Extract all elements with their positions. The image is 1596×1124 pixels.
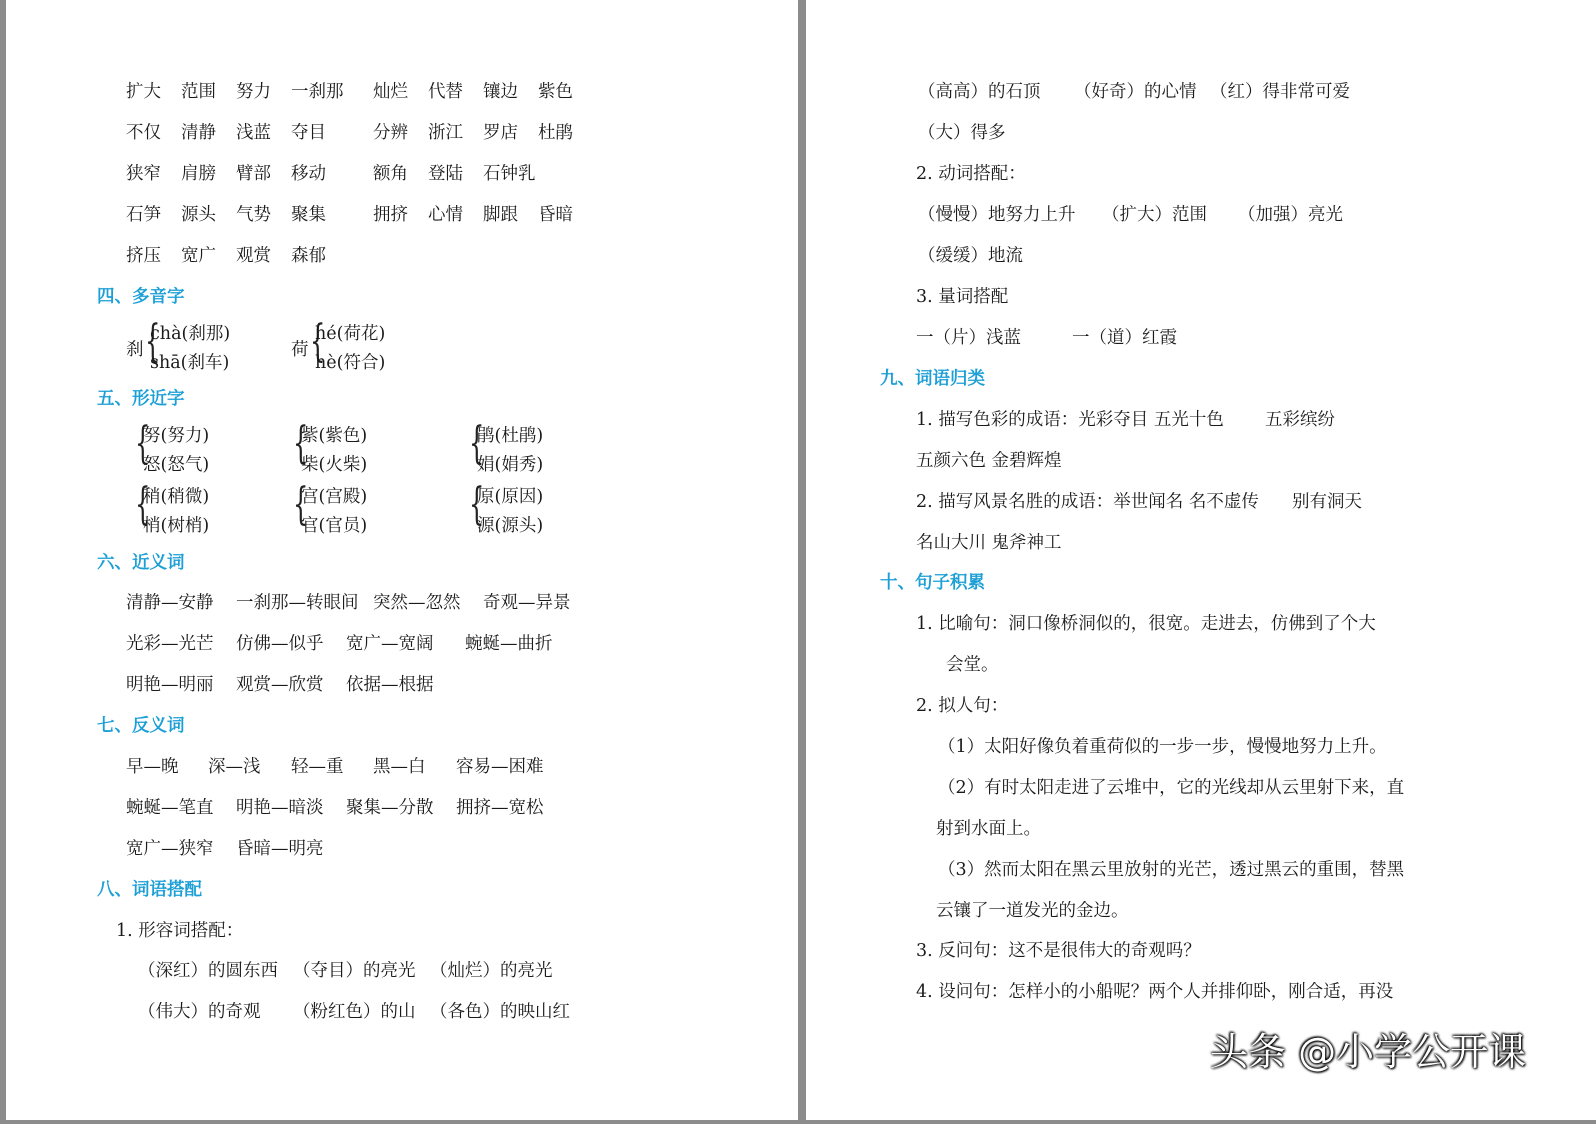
idiom-line: 五颜六色 金碧辉煌: [916, 451, 1062, 471]
similar-char: 紫(紫色): [301, 426, 368, 446]
vocab-word: 努力: [236, 82, 271, 102]
synonym-pair: 一刹那—转眼间: [236, 593, 359, 613]
right-page: [806, 0, 1596, 1120]
similar-char: 稍(稍微): [143, 487, 210, 507]
vocab-word: 石笋: [126, 205, 161, 225]
brace-icon: {: [135, 418, 151, 469]
sentence-line: 2. 拟人句：: [916, 696, 1009, 716]
section-title-word-classification: 九、词语归类: [880, 369, 985, 389]
antonym-pair: 拥挤—宽松: [456, 798, 544, 818]
collocation-phrase: （慢慢）地努力上升: [918, 205, 1076, 225]
section-title-collocations: 八、词语搭配: [97, 880, 202, 900]
antonym-pair: 轻—重: [291, 757, 344, 777]
collocation-phrase: （各色）的映山红: [430, 1002, 570, 1022]
vocab-word: 心情: [428, 205, 463, 225]
vocab-word: 不仅: [126, 123, 161, 143]
sentence-line: 1. 比喻句：洞口像桥洞似的，很宽。走进去，仿佛到了个大: [916, 614, 1376, 634]
vocab-word: 宽广: [181, 246, 216, 266]
vocab-word: 清静: [181, 123, 216, 143]
collocation-phrase: （红）得非常可爱: [1210, 82, 1350, 102]
vocab-word: 灿烂: [373, 82, 408, 102]
collocation-phrase: （粉红色）的山: [293, 1002, 416, 1022]
vocab-word: 肩膀: [181, 164, 216, 184]
synonym-pair: 依据—根据: [346, 675, 434, 695]
polyphone-reading: chà(刹那): [150, 324, 231, 344]
synonym-pair: 突然—忽然: [373, 593, 461, 613]
synonym-pair: 仿佛—似乎: [236, 634, 324, 654]
synonym-pair: 明艳—明丽: [126, 675, 214, 695]
vocab-word: 代替: [428, 82, 463, 102]
similar-char: 原(原因): [477, 487, 544, 507]
collocation-phrase: （高高）的石顶: [918, 82, 1041, 102]
synonym-pair: 奇观—异景: [483, 593, 571, 613]
polyphone-reading: hé(荷花): [315, 324, 386, 344]
vocab-word: 浙江: [428, 123, 463, 143]
vocab-word: 昏暗: [538, 205, 573, 225]
vocab-word: 杜鹃: [538, 123, 573, 143]
collocation-item-heading: 2. 动词搭配：: [916, 164, 1026, 184]
vocab-word: 臂部: [236, 164, 271, 184]
brace-icon: {: [310, 316, 326, 367]
antonym-pair: 蜿蜒—笔直: [126, 798, 214, 818]
section-title-antonyms: 七、反义词: [97, 716, 185, 736]
antonym-pair: 深—浅: [208, 757, 261, 777]
collocation-phrase: 一（道）红霞: [1072, 328, 1177, 348]
sentence-line: 云镶了一道发光的金边。: [936, 901, 1129, 921]
vocab-word: 额角: [373, 164, 408, 184]
brace-icon: {: [469, 479, 485, 530]
idiom-line: 五彩缤纷: [1265, 410, 1335, 430]
section-title-polyphones: 四、多音字: [97, 287, 185, 307]
collocation-item-heading: 3. 量词搭配: [916, 287, 1009, 307]
brace-icon: {: [293, 479, 309, 530]
idiom-line: 别有洞天: [1292, 492, 1362, 512]
antonym-pair: 宽广—狭窄: [126, 839, 214, 859]
vocab-word: 镶边: [483, 82, 518, 102]
vocab-word: 森郁: [291, 246, 326, 266]
sentence-line: 4. 设问句：怎样小的小船呢？两个人并排仰卧，刚合适，再没: [916, 982, 1394, 1002]
vocab-word: 夺目: [291, 123, 326, 143]
vocab-word: 观赏: [236, 246, 271, 266]
vocab-word: 扩大: [126, 82, 161, 102]
synonym-pair: 观赏—欣赏: [236, 675, 324, 695]
sentence-line: 射到水面上。: [936, 819, 1041, 839]
vocab-word: 登陆: [428, 164, 463, 184]
vocab-word: 一刹那: [291, 82, 344, 102]
collocation-phrase: （扩大）范围: [1102, 205, 1207, 225]
polyphone-reading: hè(符合): [315, 353, 386, 373]
collocation-phrase: （加强）亮光: [1238, 205, 1343, 225]
sentence-line: （3）然而太阳在黑云里放射的光芒，透过黑云的重围，替黑: [938, 860, 1405, 880]
collocation-phrase: （好奇）的心情: [1074, 82, 1197, 102]
similar-char: 柴(火柴): [301, 455, 368, 475]
similar-char: 鹃(杜鹃): [477, 426, 544, 446]
similar-char: 宫(宫殿): [301, 487, 368, 507]
idiom-line: 名山大川 鬼斧神工: [916, 533, 1062, 553]
similar-char: 源(源头): [477, 516, 544, 536]
sentence-line: （2）有时太阳走进了云堆中，它的光线却从云里射下来，直: [938, 778, 1405, 798]
idiom-line: 1. 描写色彩的成语：光彩夺目 五光十色: [916, 410, 1224, 430]
sentence-line: 3. 反问句：这不是很伟大的奇观吗？: [916, 941, 1201, 961]
antonym-pair: 容易—困难: [456, 757, 544, 777]
vocab-word: 范围: [181, 82, 216, 102]
watermark: 头条 @小学公开课: [1210, 1030, 1527, 1074]
vocab-word: 气势: [236, 205, 271, 225]
vocab-word: 罗店: [483, 123, 518, 143]
synonym-pair: 清静—安静: [126, 593, 214, 613]
collocation-phrase: （缓缓）地流: [918, 246, 1023, 266]
vocab-word: 拥挤: [373, 205, 408, 225]
vocab-word: 移动: [291, 164, 326, 184]
vocab-word: 狭窄: [126, 164, 161, 184]
vocab-word: 浅蓝: [236, 123, 271, 143]
collocation-phrase: （夺目）的亮光: [293, 961, 416, 981]
polyphone-char: 荷: [291, 340, 309, 360]
polyphone-reading: shā(刹车): [150, 353, 230, 373]
brace-icon: {: [145, 316, 161, 367]
polyphone-char: 刹: [126, 340, 144, 360]
similar-char: 娟(娟秀): [477, 455, 544, 475]
vocab-word: 脚跟: [483, 205, 518, 225]
similar-char: 梢(树梢): [143, 516, 210, 536]
similar-char: 努(努力): [143, 426, 210, 446]
collocation-phrase: （伟大）的奇观: [138, 1002, 261, 1022]
collocation-phrase: （大）得多: [918, 123, 1006, 143]
idiom-line: 2. 描写风景名胜的成语：举世闻名 名不虚传: [916, 492, 1259, 512]
antonym-pair: 明艳—暗淡: [236, 798, 324, 818]
brace-icon: {: [135, 479, 151, 530]
vocab-word: 紫色: [538, 82, 573, 102]
similar-char: 官(官员): [301, 516, 368, 536]
brace-icon: {: [469, 418, 485, 469]
synonym-pair: 宽广—宽阔: [346, 634, 434, 654]
collocation-phrase: 一（片）浅蓝: [916, 328, 1021, 348]
sentence-line: （1）太阳好像负着重荷似的一步一步，慢慢地努力上升。: [938, 737, 1387, 757]
similar-char: 怒(怒气): [143, 455, 210, 475]
antonym-pair: 昏暗—明亮: [236, 839, 324, 859]
section-title-synonyms: 六、近义词: [97, 553, 185, 573]
synonym-pair: 蜿蜒—曲折: [465, 634, 553, 654]
collocation-phrase: （深红）的圆东西: [138, 961, 278, 981]
vocab-word: 源头: [181, 205, 216, 225]
collocation-phrase: （灿烂）的亮光: [430, 961, 553, 981]
antonym-pair: 早—晚: [126, 757, 179, 777]
vocab-word: 石钟乳: [483, 164, 536, 184]
antonym-pair: 黑—白: [373, 757, 426, 777]
section-title-similar-chars: 五、形近字: [97, 389, 185, 409]
section-title-sentences: 十、句子积累: [880, 573, 985, 593]
left-page: [6, 0, 798, 1120]
sentence-line: 会堂。: [946, 655, 999, 675]
synonym-pair: 光彩—光芒: [126, 634, 214, 654]
antonym-pair: 聚集—分散: [346, 798, 434, 818]
vocab-word: 分辨: [373, 123, 408, 143]
collocation-item-heading: 1. 形容词搭配：: [116, 921, 244, 941]
brace-icon: {: [293, 418, 309, 469]
vocab-word: 挤压: [126, 246, 161, 266]
vocab-word: 聚集: [291, 205, 326, 225]
